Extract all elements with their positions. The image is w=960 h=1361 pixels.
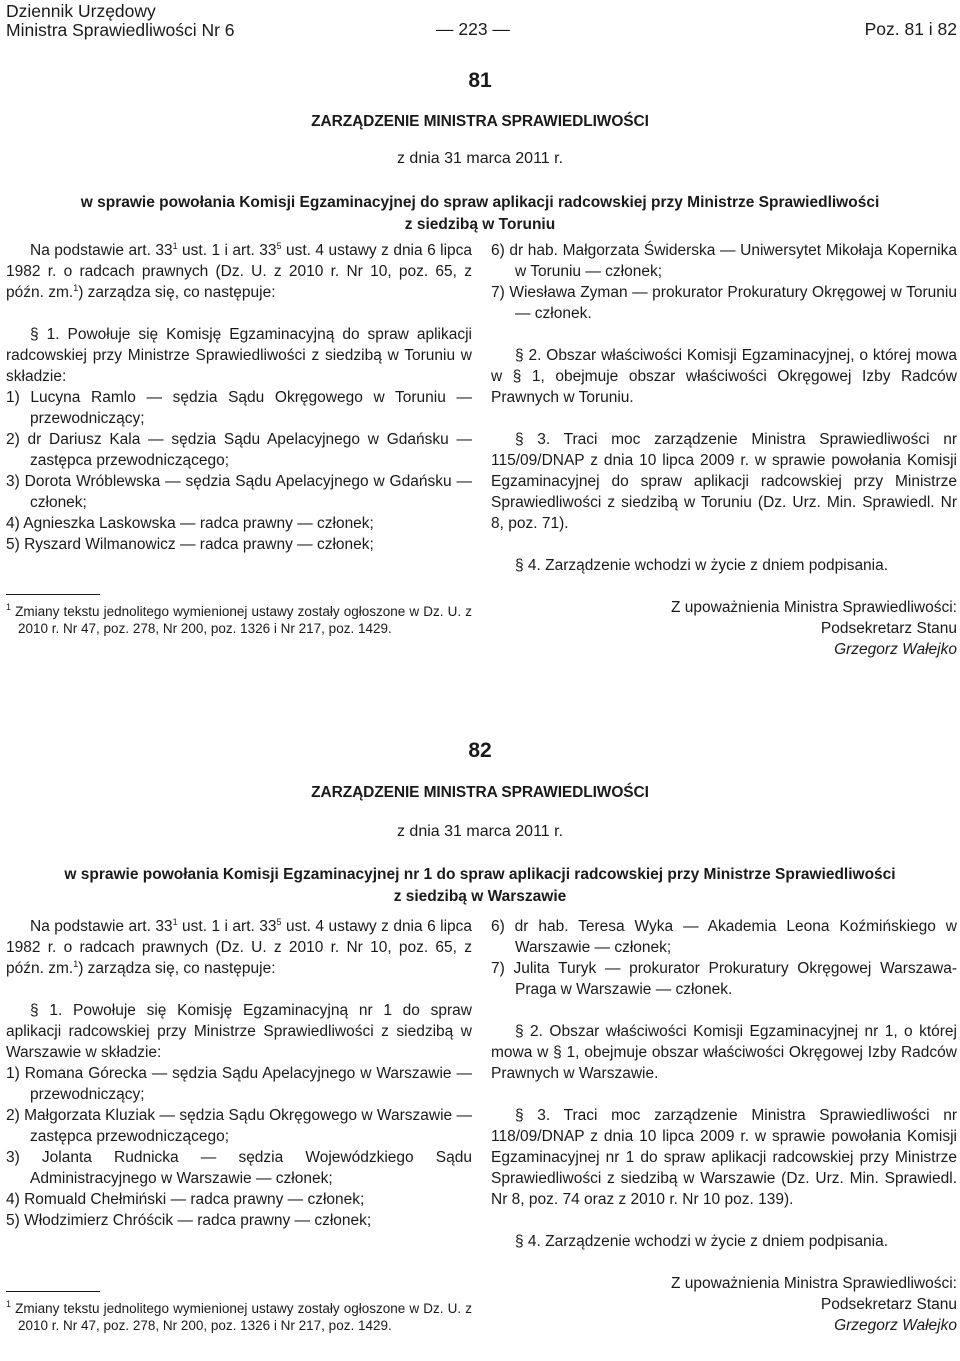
paragraph-4: § 4. Zarządzenie wchodzi w życie z dniem podpisania. [515, 557, 889, 574]
paragraph-2: § 2. Obszar właściwości Komisji Egzaminacyjnej, o której mowa w § 1, obejmuje obszar właściwości Okręgowej Izby Radców Prawnych w Toruniu. [491, 347, 957, 406]
right-column [491, 240, 957, 660]
member-item: 5) Włodzimierz Chróścik — radca prawny — członek; [6, 1212, 372, 1229]
footnote-rule [6, 1291, 100, 1292]
document-date: z dnia 31 marca 2011 r. [396, 823, 564, 840]
member-item: 4) Romuald Chełmiński — radca prawny — członek; [6, 1191, 365, 1208]
footnote-rule [6, 594, 100, 595]
member-item: 6) dr hab. Małgorzata Świderska — Uniwersytet Mikołaja Kopernika w Toruniu — członek; [491, 242, 957, 280]
member-item: 4) Agnieszka Laskowska — radca prawny — członek; [6, 515, 374, 532]
member-item: 1) Romana Górecka — sędzia Sądu Apelacyjnego w Warszawie — przewodniczący; [6, 1065, 472, 1103]
member-item: 5) Ryszard Wilmanowicz — radca prawny — członek; [6, 536, 374, 553]
page-number: — 223 — [436, 19, 510, 39]
signature-name: Grzegorz Wałejko [834, 1317, 957, 1334]
member-item: 2) Małgorzata Kluziak — sędzia Sądu Okręgowego w Warszawie — zastępca przewodniczącego; [6, 1107, 472, 1145]
signature-title: Podsekretarz Stanu [820, 620, 957, 637]
publication-name: Dziennik Urzędowy [6, 1, 156, 21]
signature-title: Podsekretarz Stanu [820, 1296, 957, 1313]
paragraph-2: § 2. Obszar właściwości Komisji Egzaminacyjnej nr 1, o której mowa w § 1, obejmuje obszar właściwości Okręgowej Izby Radców Prawnych w Warszawie. [491, 1023, 957, 1082]
left-column [6, 916, 472, 1231]
member-item: 7) Julita Turyk — prokurator Prokuratury Okręgowej Warszawa-Praga w Warszawie — członek. [491, 960, 957, 998]
member-item: 3) Dorota Wróblewska — sędzia Sądu Apelacyjnego w Gdańsku — członek; [6, 473, 472, 511]
document-title: ZARZĄDZENIE MINISTRA SPRAWIEDLIWOŚCI [311, 113, 649, 130]
issuer-name: Ministra Sprawiedliwości Nr 6 [6, 20, 235, 40]
document-subject [30, 192, 930, 236]
paragraph-1: § 1. Powołuje się Komisję Egzaminacyjną do spraw aplikacji radcowskiej przy Ministrze Sprawiedliwości z siedzibą w Toruniu w składzie: [6, 326, 472, 385]
member-item: 1) Lucyna Ramlo — sędzia Sądu Okręgowego w Toruniu — przewodniczący; [6, 389, 472, 427]
position-range: Poz. 81 i 82 [864, 19, 957, 39]
left-column [6, 240, 472, 555]
preamble: Na podstawie art. $33^1$ ust. 1 i art. $33^5$ ust. 4 ustawy z dnia 6 lipca 1982 r. o radcach prawnych (Dz. U. z 2010 r. Nr 10, poz. 65, z późn. zm.$^1$) zarządza się, co następuje: [6, 241, 473, 301]
signature-authority: Z upoważnienia Ministra Sprawiedliwości: [670, 599, 957, 616]
preamble: Na podstawie art. $33^1$ ust. 1 i art. $33^5$ ust. 4 ustawy z dnia 6 lipca 1982 r. o radcach prawnych (Dz. U. z 2010 r. Nr 10, poz. 65, z późn. zm.$^1$) zarządza się, co następuje: [6, 917, 473, 977]
footnote: $^1$ Zmiany tekstu jednolitego wymienionej ustawy zostały ogłoszone w Dz. U. z 2010 r. Nr 47, poz. 278, Nr 200, poz. 1326 i Nr 217, poz. 1429. [6, 602, 472, 636]
footnote: $^1$ Zmiany tekstu jednolitego wymienionej ustawy zostały ogłoszone w Dz. U. z 2010 r. Nr 47, poz. 278, Nr 200, poz. 1326 i Nr 217, poz. 1429. [6, 1299, 472, 1333]
document-number: 81 [468, 69, 492, 92]
subject-line: w sprawie powołania Komisji Egzaminacyjnej do spraw aplikacji radcowskiej przy Ministrze Sprawiedliwości [80, 194, 880, 211]
member-item: 6) dr hab. Teresa Wyka — Akademia Leona Koźmińskiego w Warszawie — członek; [491, 918, 957, 956]
document-date: z dnia 31 marca 2011 r. [396, 150, 564, 167]
subject-line: w sprawie powołania Komisji Egzaminacyjnej nr 1 do spraw aplikacji radcowskiej przy Ministrze Sprawiedliwości [64, 866, 896, 883]
running-header-left [6, 2, 235, 40]
member-item: 7) Wiesława Zyman — prokurator Prokuratury Okręgowej w Toruniu — członek. [491, 284, 957, 322]
document-number: 82 [468, 739, 492, 762]
paragraph-3: § 3. Traci moc zarządzenie Ministra Sprawiedliwości nr 118/09/DNAP z dnia 10 lipca 2009 r. w sprawie powołania Komisji Egzaminacyjnej nr 1 do spraw aplikacji radcowskiej przy Ministrze Sprawiedliwości z siedzibą w Warszawie (Dz. Urz. Min. Sprawiedl. Nr 8, poz. 74 oraz z 2010 r. Nr 10 poz. 139). [491, 1107, 957, 1208]
document-subject [30, 864, 930, 908]
subject-line: z siedzibą w Toruniu [404, 216, 556, 233]
subject-line: z siedzibą w Warszawie [393, 888, 567, 905]
document-title: ZARZĄDZENIE MINISTRA SPRAWIEDLIWOŚCI [311, 784, 649, 801]
signature-block [491, 597, 957, 660]
signature-name: Grzegorz Wałejko [834, 641, 957, 658]
paragraph-3: § 3. Traci moc zarządzenie Ministra Sprawiedliwości nr 115/09/DNAP z dnia 10 lipca 2009 r. w sprawie powołania Komisji Egzaminacyjnej do spraw aplikacji radcowskiej przy Ministrze Sprawiedliwości z siedzibą w Toruniu (Dz. Urz. Min. Sprawiedl. Nr 8, poz. 71). [491, 431, 957, 532]
member-item: 2) dr Dariusz Kala — sędzia Sądu Apelacyjnego w Gdańsku — zastępca przewodniczącego; [6, 431, 472, 469]
right-column [491, 916, 957, 1336]
paragraph-4: § 4. Zarządzenie wchodzi w życie z dniem podpisania. [515, 1233, 889, 1250]
paragraph-1: § 1. Powołuje się Komisję Egzaminacyjną nr 1 do spraw aplikacji radcowskiej przy Ministrze Sprawiedliwości z siedzibą w Warszawie w składzie: [6, 1002, 472, 1061]
signature-authority: Z upoważnienia Ministra Sprawiedliwości: [670, 1275, 957, 1292]
signature-block [491, 1273, 957, 1336]
member-item: 3) Jolanta Rudnicka — sędzia Wojewódzkiego Sądu Administracyjnego w Warszawie — członek; [6, 1149, 472, 1187]
